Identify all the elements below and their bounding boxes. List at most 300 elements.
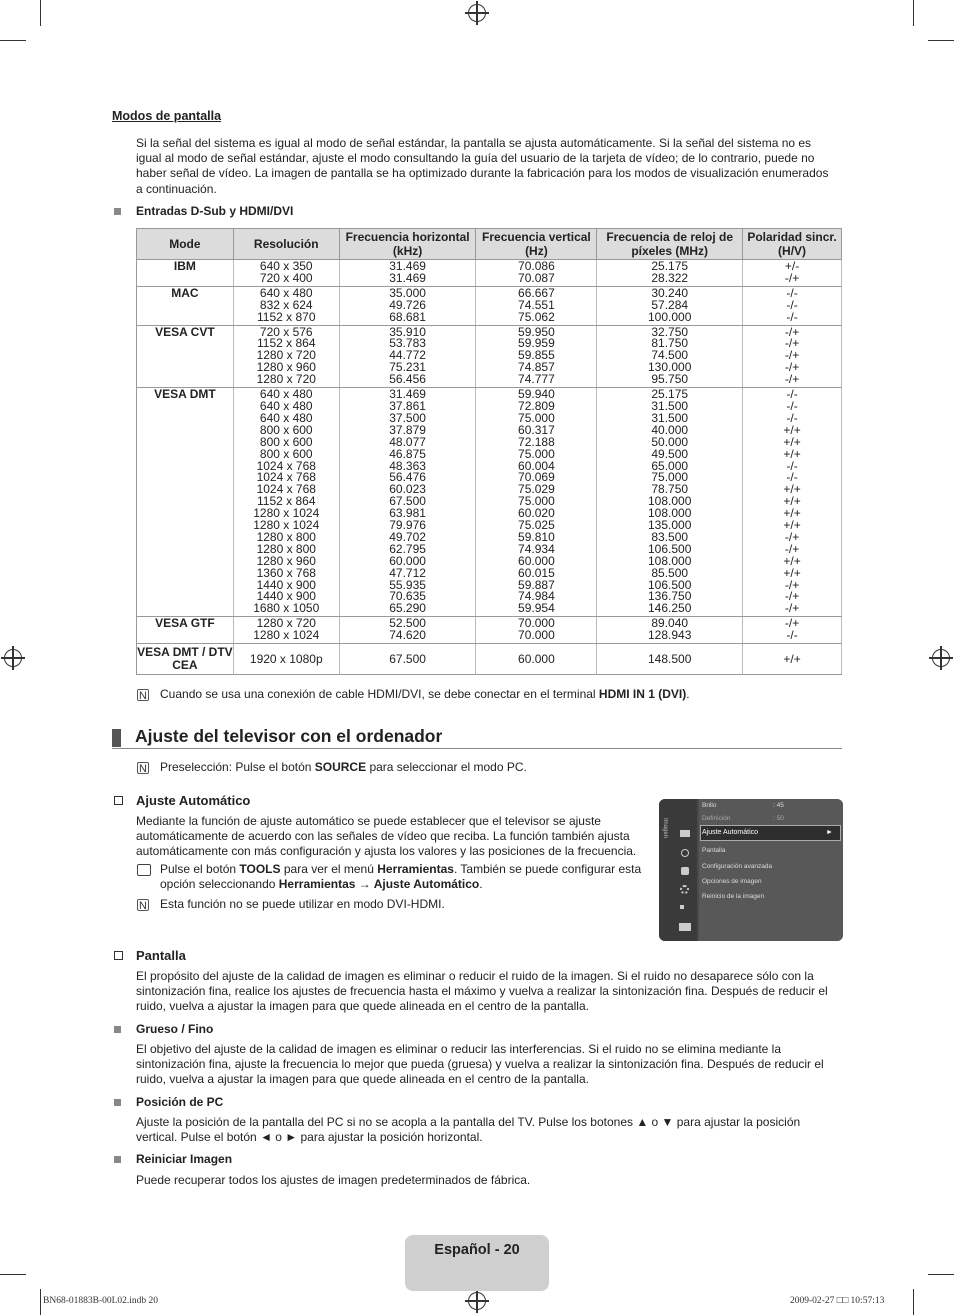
cell-value: 44.772 (389, 348, 426, 363)
cell-value: 640 x 480 (259, 285, 313, 300)
value-cell (743, 617, 842, 644)
input-menu-icon (680, 905, 690, 909)
intro-line: a continuación. (136, 181, 217, 196)
posicion-line: vertical. Pulse el botón ◄ o ► para ajustar la posición horizontal. (136, 1130, 483, 1145)
intro-line: haber señal de vídeo. La imagen de pantalla se ha optimizado durante la fabricación para los modos de visualización enumerados (136, 166, 829, 181)
cell-value: 59.940 (518, 387, 555, 402)
osd-item[interactable]: Reinicio de la imagen (702, 893, 765, 900)
intro-line: igual al modo de señal estándar, ajuste el modo consultando la guía del usuario de la tarjeta de vídeo; de lo contrario, puede no (136, 151, 815, 166)
picture-menu-icon (680, 830, 690, 837)
cell-value: -/- (786, 309, 798, 324)
value-cell (233, 388, 339, 617)
cell-value: 89.040 (651, 616, 689, 631)
pantalla-line: ruido, vuelva a ajustar la imagen para que quede alineada en el centro de la pantalla. (136, 999, 589, 1014)
cell-value: -/+ (784, 270, 800, 285)
cell-value: 130.000 (648, 360, 692, 375)
cell-value: -/- (786, 458, 798, 473)
table-row (137, 260, 842, 287)
registration-mark-icon (468, 4, 486, 22)
note-icon: N (137, 762, 149, 774)
crop-mark (0, 40, 26, 41)
cell-value: 74.500 (651, 348, 689, 363)
t: para ver el menú (280, 862, 378, 876)
cell-value: 800 x 600 (259, 446, 313, 461)
cell-value: 81.750 (651, 336, 689, 351)
cell-value: 40.000 (651, 422, 689, 437)
cell-value: 62.795 (389, 541, 426, 556)
cell-value: -/+ (784, 336, 800, 351)
cell-value: 83.500 (651, 529, 689, 544)
tools-line-1 (160, 862, 641, 877)
cell-value: 59.810 (518, 529, 555, 544)
tools-note (160, 862, 641, 892)
cell-value: 800 x 600 (259, 434, 313, 449)
intro-line: Si la señal del sistema es igual al modo de señal estándar, la pantalla se ajusta automáticamente. Si la señal del sistema no es (136, 136, 812, 150)
cell-value: 95.750 (651, 372, 689, 387)
cell-value: -/- (786, 387, 798, 402)
auto-line: Mediante la función de ajuste automático se puede establecer que el televisor se ajuste (136, 814, 601, 828)
cell-value: 67.500 (389, 494, 426, 509)
cell-value: +/+ (783, 422, 801, 437)
cell-value: 75.000 (518, 410, 555, 425)
cell-value: 60.015 (518, 565, 555, 580)
osd-side-label: Imagen (662, 817, 669, 839)
value-cell (597, 617, 743, 644)
page-number: Español - 20 (434, 1242, 520, 1258)
preselection-note (160, 760, 527, 775)
cell-value: 75.025 (518, 518, 555, 533)
cell-value: 1280 x 1024 (253, 518, 320, 533)
cell-value: 63.981 (389, 506, 426, 521)
value-cell (476, 644, 597, 675)
display-modes-table (136, 228, 842, 675)
cell-value: 53.783 (389, 336, 426, 351)
value-cell (233, 325, 339, 388)
cell-value: 100.000 (648, 309, 692, 324)
value-cell (597, 644, 743, 675)
cell-value: 48.363 (389, 458, 426, 473)
osd-row-label: Brillo (702, 802, 717, 809)
cell-value: +/+ (783, 494, 801, 509)
cell-value: 70.069 (518, 470, 555, 485)
cell-value: 31.469 (389, 387, 426, 402)
cell-value: 37.500 (389, 410, 426, 425)
t: Herramientas → Ajuste Automático (278, 877, 480, 892)
note-end: . (686, 687, 690, 701)
cell-value: 135.000 (648, 518, 692, 533)
cell-value: 85.500 (651, 565, 689, 580)
cell-value: -/- (786, 297, 798, 312)
hdmi-note (160, 687, 690, 702)
cell-value: +/+ (783, 506, 801, 521)
cell-value: 60.020 (518, 506, 555, 521)
cell-value: 31.500 (651, 410, 689, 425)
cell-value: 1024 x 768 (256, 458, 316, 473)
auto-line: automáticamente de acuerdo con las señales de vídeo que reciba. La función también ajusta (136, 829, 630, 844)
cell-value: 31.500 (651, 398, 689, 413)
cell-value: 37.861 (389, 398, 426, 413)
cell-value: -/- (786, 470, 798, 485)
cell-value: -/+ (784, 360, 800, 375)
grueso-line: ruido, vuelva a ajustar la imagen para que quede alineada en el centro de la pantalla. (136, 1072, 589, 1087)
cell-value: -/+ (784, 616, 800, 631)
cell-value: 1280 x 720 (256, 372, 316, 387)
registration-mark-icon (468, 1292, 486, 1310)
cell-value: 640 x 350 (259, 259, 313, 273)
mode-cell: VESA DMT / DTV CEA (137, 644, 234, 675)
value-cell (476, 617, 597, 644)
note-terminal: HDMI IN 1 (DVI) (598, 687, 687, 701)
mode-cell: VESA DMT (137, 388, 234, 617)
cell-value: 60.000 (389, 553, 426, 568)
value-cell (476, 388, 597, 617)
cell-value: 640 x 480 (259, 398, 313, 413)
value-cell (339, 617, 476, 644)
value-cell (476, 286, 597, 325)
cell-value: 35.910 (389, 324, 426, 339)
osd-item[interactable]: Configuración avanzada (702, 863, 773, 870)
cell-value: 75.029 (518, 482, 555, 497)
support-menu-icon (679, 923, 691, 931)
osd-selected-label: Ajuste Automático (702, 829, 759, 836)
crop-mark (40, 0, 41, 26)
bullet-square-icon (114, 1156, 121, 1163)
cell-value: 35.000 (389, 285, 426, 300)
cell-value: 59.887 (518, 577, 555, 592)
tools-line-2 (160, 877, 641, 892)
sound-menu-icon (681, 849, 689, 857)
heading-pantalla: Pantalla (136, 948, 186, 963)
checkbox-bullet-icon (114, 951, 123, 960)
col-header-polarity: Polaridad sincr. (H/V) (743, 229, 842, 260)
cell-value: 46.875 (389, 446, 426, 461)
cell-value: -/+ (784, 601, 800, 616)
cell-value: 1440 x 900 (256, 577, 316, 592)
table-row (137, 388, 842, 617)
subheading-entradas: Entradas D-Sub y HDMI/DVI (136, 204, 294, 218)
mode-cell: IBM (137, 260, 234, 287)
cell-value: 31.469 (389, 259, 426, 273)
cell-value: 75.062 (518, 309, 555, 324)
auto-line: automáticamente con más configuración y ajusta los valores y las posiciones de la frecuencia. (136, 844, 637, 859)
col-header-mode: Mode (137, 229, 234, 260)
cell-value: 1152 x 864 (257, 336, 316, 351)
cell-value: 106.500 (648, 541, 692, 556)
value-cell (743, 286, 842, 325)
col-header-hfreq: Frecuencia horizontal (kHz) (339, 229, 476, 260)
cell-value: 1024 x 768 (256, 470, 316, 485)
cell-value: 79.976 (389, 518, 426, 533)
cell-value: 60.004 (518, 458, 555, 473)
cell-value: 49.726 (389, 297, 426, 312)
cell-value: -/+ (784, 541, 800, 556)
osd-item[interactable]: Opciones de imagen (702, 878, 762, 885)
cell-value: 1152 x 870 (257, 309, 316, 324)
value-cell (743, 644, 842, 675)
cell-value: 108.000 (648, 494, 692, 509)
osd-item[interactable]: Pantalla (702, 847, 726, 854)
mode-cell: MAC (137, 286, 234, 325)
print-slug-left: BN68-01883B-00L02.indb 20 (43, 1296, 159, 1306)
cell-value: 50.000 (651, 434, 689, 449)
subheading-posicion: Posición de PC (136, 1095, 224, 1109)
cell-value: -/- (786, 410, 798, 425)
cell-value: 65.000 (651, 458, 689, 473)
cell-value: 57.284 (651, 297, 689, 312)
cell-value: 70.000 (518, 616, 555, 631)
cell-value: 108.000 (648, 506, 692, 521)
cell-value: 55.935 (389, 577, 426, 592)
heading-ajuste-automatico: Ajuste Automático (136, 793, 251, 808)
cell-value: 56.476 (389, 470, 426, 485)
cell-value: 66.667 (518, 285, 555, 300)
cell-value: 75.000 (651, 470, 689, 485)
cell-value: 106.500 (648, 577, 692, 592)
cell-value: 60.000 (518, 553, 555, 568)
t: Herramientas (377, 862, 454, 876)
reiniciar-text: Puede recuperar todos los ajustes de imagen predeterminados de fábrica. (136, 1173, 531, 1187)
grueso-text (136, 1042, 848, 1088)
value-cell (743, 388, 842, 617)
cell-value: +/+ (783, 565, 801, 580)
crop-mark (928, 40, 954, 41)
osd-row-value: : 45 (773, 802, 784, 809)
cell-value: -/+ (784, 529, 800, 544)
cell-value: +/+ (783, 518, 801, 533)
cell-value: 74.551 (518, 297, 555, 312)
cell-value: 74.777 (518, 372, 555, 387)
pantalla-line: sintonización fina, realice los ajustes de frecuencia hasta el máximo y vuelva a realizar la sintonización fina. Después de reducir el (136, 984, 828, 999)
cell-value: 52.500 (389, 616, 426, 631)
table-row (137, 644, 842, 675)
crop-mark (40, 1289, 41, 1315)
pre-text: Preselección: Pulse el botón (160, 760, 315, 774)
cell-value: 37.879 (389, 422, 426, 437)
cell-value: -/- (786, 285, 798, 300)
bullet-square-icon (114, 208, 121, 215)
divider (112, 748, 842, 749)
cell-value: 1280 x 720 (256, 616, 316, 631)
note-icon: N (137, 689, 149, 701)
cell-value: 128.943 (648, 628, 692, 643)
cell-value: 59.954 (518, 601, 555, 616)
cell-value: -/+ (784, 577, 800, 592)
registration-mark-icon (4, 649, 22, 667)
value-cell (597, 286, 743, 325)
col-header-vfreq: Frecuencia vertical (Hz) (476, 229, 597, 260)
cell-value: +/+ (783, 434, 801, 449)
cell-value: 47.712 (389, 565, 426, 580)
crop-mark (0, 1274, 26, 1275)
subheading-grueso: Grueso / Fino (136, 1022, 214, 1036)
posicion-line: Ajuste la posición de la pantalla del PC si no se acopla a la pantalla del TV. Pulse los botones ▲ o ▼ para ajustar la posición (136, 1115, 801, 1129)
cell-value: 1280 x 800 (256, 529, 316, 544)
cell-value: 1680 x 1050 (253, 601, 320, 616)
print-slug-right: 2009-02-27 □□ 10:57:13 (790, 1296, 885, 1306)
cell-value: 70.000 (518, 628, 555, 643)
cell-value: 67.500 (389, 651, 426, 666)
cell-value: 25.175 (651, 259, 689, 273)
cell-value: -/- (786, 398, 798, 413)
cell-value: +/- (784, 259, 800, 273)
setup-gear-icon (680, 885, 689, 894)
cell-value: -/+ (784, 324, 800, 339)
cell-value: 48.077 (389, 434, 426, 449)
value-cell (233, 260, 339, 287)
grueso-line: El objetivo del ajuste de la calidad de imagen es eliminar o reducir las interferencias. Si el ruido no se elimina mediante la (136, 1042, 782, 1056)
cell-value: 49.500 (651, 446, 689, 461)
value-cell (743, 260, 842, 287)
cell-value: -/+ (784, 348, 800, 363)
t: Pulse el botón (160, 862, 240, 876)
col-header-clock: Frecuencia de reloj de píxeles (MHz) (597, 229, 743, 260)
cell-value: +/+ (783, 651, 801, 666)
cell-value: 60.023 (389, 482, 426, 497)
cell-value: 1280 x 1024 (253, 628, 320, 643)
value-cell (233, 617, 339, 644)
crop-mark (928, 1274, 954, 1275)
value-cell (233, 286, 339, 325)
value-cell (339, 260, 476, 287)
value-cell (339, 644, 476, 675)
pre-source: SOURCE (314, 760, 367, 774)
value-cell (743, 325, 842, 388)
cell-value: 49.702 (389, 529, 426, 544)
cell-value: 1280 x 1024 (253, 506, 320, 521)
posicion-text (136, 1115, 848, 1145)
cell-value: 108.000 (648, 553, 692, 568)
cell-value: +/+ (783, 446, 801, 461)
t: . También se puede configurar esta (453, 862, 642, 876)
cell-value: 28.322 (651, 270, 689, 285)
cell-value: 74.984 (518, 589, 555, 604)
cell-value: 1280 x 960 (256, 553, 316, 568)
value-cell (339, 286, 476, 325)
cell-value: 148.500 (648, 651, 692, 666)
grueso-line: sintonización fina, ajuste la frecuencia lo mejor que pueda (gruesa) y vuelva a realizar la sintonización fina. Después de reducir el (136, 1057, 824, 1072)
section-heading-modos: Modos de pantalla (112, 109, 222, 123)
value-cell (597, 260, 743, 287)
cell-value: 640 x 480 (259, 410, 313, 425)
cell-value: 146.250 (648, 601, 692, 616)
cell-value: 59.959 (518, 336, 555, 351)
cell-value: 70.635 (389, 589, 426, 604)
cell-value: 74.620 (389, 628, 426, 643)
cell-value: 136.750 (648, 589, 692, 604)
value-cell (339, 388, 476, 617)
cell-value: 78.750 (651, 482, 689, 497)
cell-value: 1152 x 864 (257, 494, 316, 509)
dvi-note: Esta función no se puede utilizar en modo DVI-HDMI. (160, 897, 445, 911)
cell-value: -/+ (784, 589, 800, 604)
cell-value: 1280 x 960 (256, 360, 316, 375)
cell-value: 59.950 (518, 324, 555, 339)
t: opción seleccionando (160, 877, 279, 892)
cell-value: 68.681 (389, 309, 426, 324)
tools-icon (137, 864, 151, 876)
cell-value: 75.000 (518, 494, 555, 509)
cell-value: 72.809 (518, 398, 555, 413)
cell-value: 1024 x 768 (256, 482, 316, 497)
cell-value: 1360 x 768 (256, 565, 316, 580)
osd-row-label: Definición (702, 815, 731, 822)
cell-value: 1440 x 900 (256, 589, 316, 604)
modos-intro (136, 136, 846, 197)
pre-end: para seleccionar el modo PC. (366, 760, 527, 774)
crop-mark (913, 0, 914, 26)
registration-mark-icon (932, 649, 950, 667)
t: . (479, 877, 483, 892)
pantalla-line: El propósito del ajuste de la calidad de imagen es eliminar o reducir el ruido de la imagen. Si el ruido no desaparece sólo con la (136, 969, 814, 983)
cell-value: 70.087 (518, 270, 555, 285)
cell-value: -/+ (784, 372, 800, 387)
value-cell (476, 260, 597, 287)
cell-value: 1280 x 800 (256, 541, 316, 556)
pantalla-text (136, 969, 848, 1015)
cell-value: 32.750 (651, 324, 689, 339)
cell-value: +/+ (783, 482, 801, 497)
cell-value: 832 x 624 (259, 297, 313, 312)
cell-value: 1920 x 1080p (249, 651, 323, 666)
cell-value: 31.469 (389, 270, 426, 285)
cell-value: 800 x 600 (259, 422, 313, 437)
cell-value: 60.317 (518, 422, 555, 437)
table-row (137, 617, 842, 644)
cell-value: -/- (786, 628, 798, 643)
table-row (137, 286, 842, 325)
bullet-square-icon (114, 1026, 121, 1033)
mode-cell: VESA GTF (137, 617, 234, 644)
subheading-reiniciar: Reiniciar Imagen (136, 1152, 233, 1166)
value-cell (597, 388, 743, 617)
cell-value: 70.086 (518, 259, 555, 273)
cell-value: 56.456 (389, 372, 426, 387)
bullet-square-icon (114, 1099, 121, 1106)
cell-value: 640 x 480 (259, 387, 313, 402)
t: TOOLS (239, 862, 281, 876)
cell-value: 74.934 (518, 541, 555, 556)
table-header-row (137, 229, 842, 260)
note-icon: N (137, 899, 149, 911)
channel-menu-icon (681, 867, 689, 875)
mode-cell: VESA CVT (137, 325, 234, 388)
cell-value: 72.188 (518, 434, 555, 449)
cell-value: 75.000 (518, 446, 555, 461)
value-cell (233, 644, 339, 675)
table-row (137, 325, 842, 388)
checkbox-bullet-icon (114, 796, 123, 805)
cell-value: 60.000 (518, 651, 555, 666)
arrow-right-icon: ► (826, 829, 833, 836)
tv-menu-screenshot (659, 799, 843, 941)
value-cell (476, 325, 597, 388)
section-marker (112, 729, 121, 747)
osd-row-value: : 50 (773, 815, 784, 822)
crop-mark (913, 1289, 914, 1315)
note-text: Cuando se usa una conexión de cable HDMI/DVI, se debe conectar en el terminal (160, 687, 599, 701)
value-cell (597, 325, 743, 388)
cell-value: +/+ (783, 553, 801, 568)
cell-value: 720 x 400 (259, 270, 313, 285)
cell-value: 74.857 (518, 360, 555, 375)
cell-value: 1280 x 720 (256, 348, 316, 363)
cell-value: 59.855 (518, 348, 555, 363)
value-cell (339, 325, 476, 388)
section-title: Ajuste del televisor con el ordenador (135, 726, 443, 746)
cell-value: 65.290 (389, 601, 426, 616)
cell-value: 720 x 576 (259, 324, 313, 339)
cell-value: 30.240 (651, 285, 689, 300)
